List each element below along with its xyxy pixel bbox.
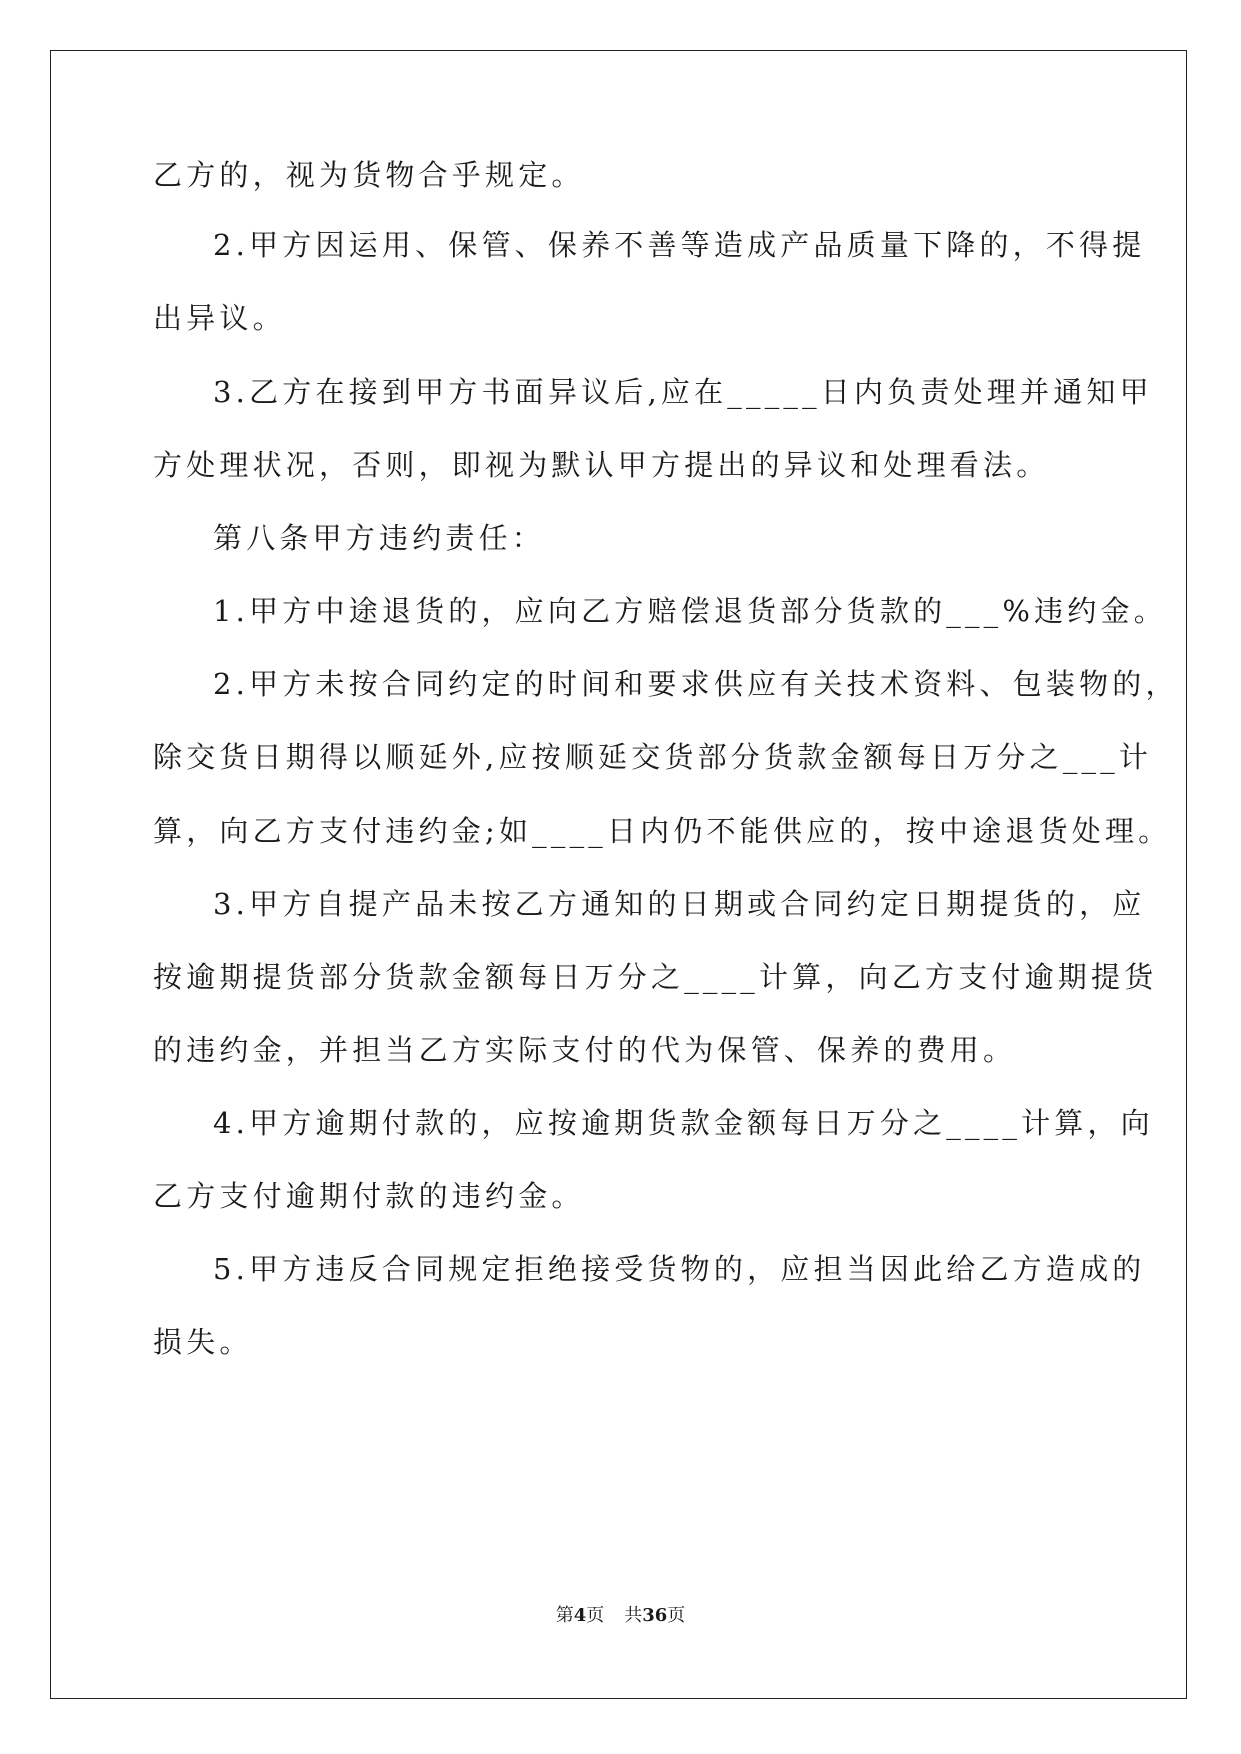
body-line-12: 按逾期提货部分货款金额每日万分之____计算，向乙方支付逾期提货 <box>153 960 1158 994</box>
body-line-17: 损失。 <box>153 1325 253 1359</box>
body-line-15: 乙方支付逾期付款的违约金。 <box>153 1179 585 1213</box>
page-footer <box>0 1604 1241 1628</box>
page-suffix: 页 <box>586 1605 605 1626</box>
page-current-number: 4 <box>573 1605 587 1626</box>
body-line-13: 的违约金，并担当乙方实际支付的代为保管、保养的费用。 <box>153 1033 1017 1067</box>
section-heading: 第八条甲方违约责任： <box>213 521 546 555</box>
body-line-14: 4.甲方逾期付款的，应按逾期货款金额每日万分之____计算，向 <box>213 1106 1154 1140</box>
total-suffix: 页 <box>667 1605 686 1626</box>
body-line-4: 3.乙方在接到甲方书面异议后,应在_____日内负责处理并通知甲 <box>213 375 1153 409</box>
body-line-11: 3.甲方自提产品未按乙方通知的日期或合同约定日期提货的，应 <box>213 887 1146 921</box>
body-line-7: 1.甲方中途退货的，应向乙方赔偿退货部分货款的___%违约金。 <box>213 594 1167 628</box>
body-line-8: 2.甲方未按合同约定的时间和要求供应有关技术资料、包装物的， <box>213 667 1179 701</box>
body-line-16: 5.甲方违反合同规定拒绝接受货物的，应担当因此给乙方造成的 <box>213 1252 1146 1286</box>
total-prefix: 共 <box>624 1605 643 1626</box>
body-line-1: 乙方的，视为货物合乎规定。 <box>153 158 585 192</box>
body-line-2: 2.甲方因运用、保管、保养不善等造成产品质量下降的，不得提 <box>213 228 1146 262</box>
body-line-9: 除交货日期得以顺延外,应按顺延交货部分货款金额每日万分之___计 <box>153 740 1153 774</box>
page-prefix: 第 <box>555 1605 574 1626</box>
body-line-5: 方处理状况，否则，即视为默认甲方提出的异议和处理看法。 <box>153 448 1050 482</box>
body-line-10: 算，向乙方支付违约金;如____日内仍不能供应的，按中途退货处理。 <box>153 814 1172 848</box>
page-total-number: 36 <box>642 1605 668 1626</box>
body-line-3: 出异议。 <box>153 301 286 335</box>
